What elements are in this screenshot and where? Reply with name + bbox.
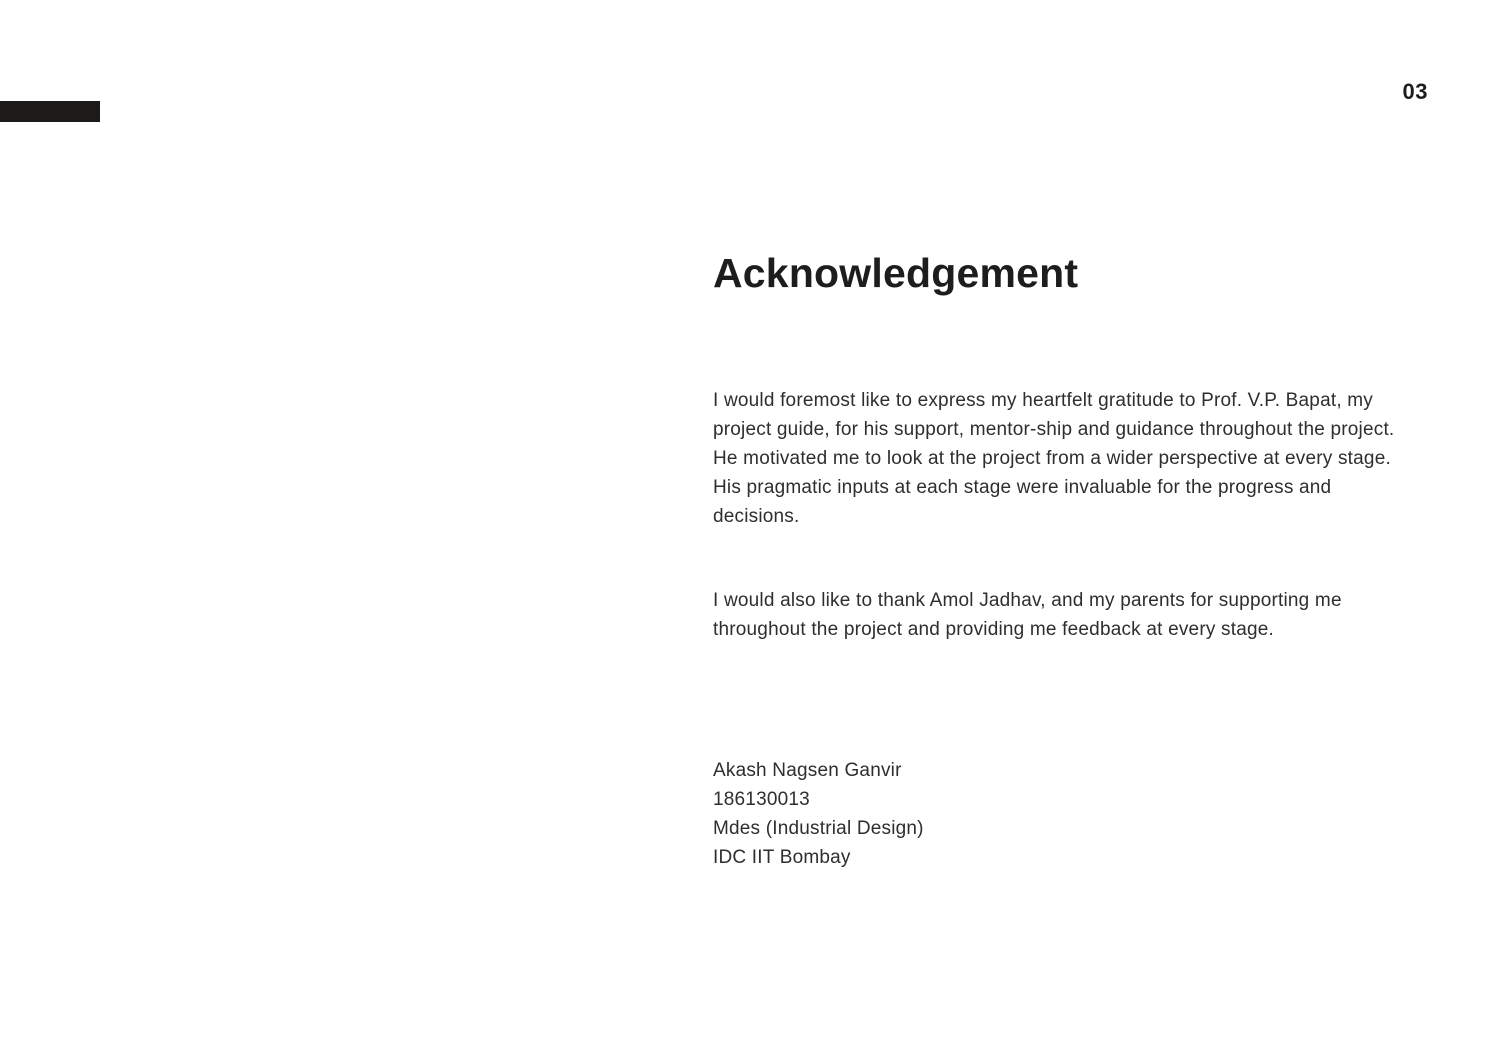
acknowledgement-paragraph-1: I would foremost like to express my heartfelt gratitude to Prof. V.P. Bapat, my project guide, for his support, mentor-ship and guidance throughout the project. He motivated me to look at the project from a wider perspective at every stage. His pragmatic inputs at each stage were invaluable for the progress and decisions. (713, 390, 1395, 527)
signature-roll-number: 186130013 (713, 789, 810, 810)
signature-program: Mdes (Industrial Design) (713, 818, 924, 839)
corner-accent-bar (0, 101, 100, 122)
acknowledgement-paragraph-2: I would also like to thank Amol Jadhav, and my parents for supporting me throughout the project and providing me feedback at every stage. (713, 590, 1342, 640)
page-number: 03 (1402, 79, 1428, 104)
signature-author-name: Akash Nagsen Ganvir (713, 760, 902, 781)
page-title: Acknowledgement (713, 250, 1079, 296)
signature-block (713, 756, 924, 872)
signature-institute: IDC IIT Bombay (713, 847, 851, 868)
